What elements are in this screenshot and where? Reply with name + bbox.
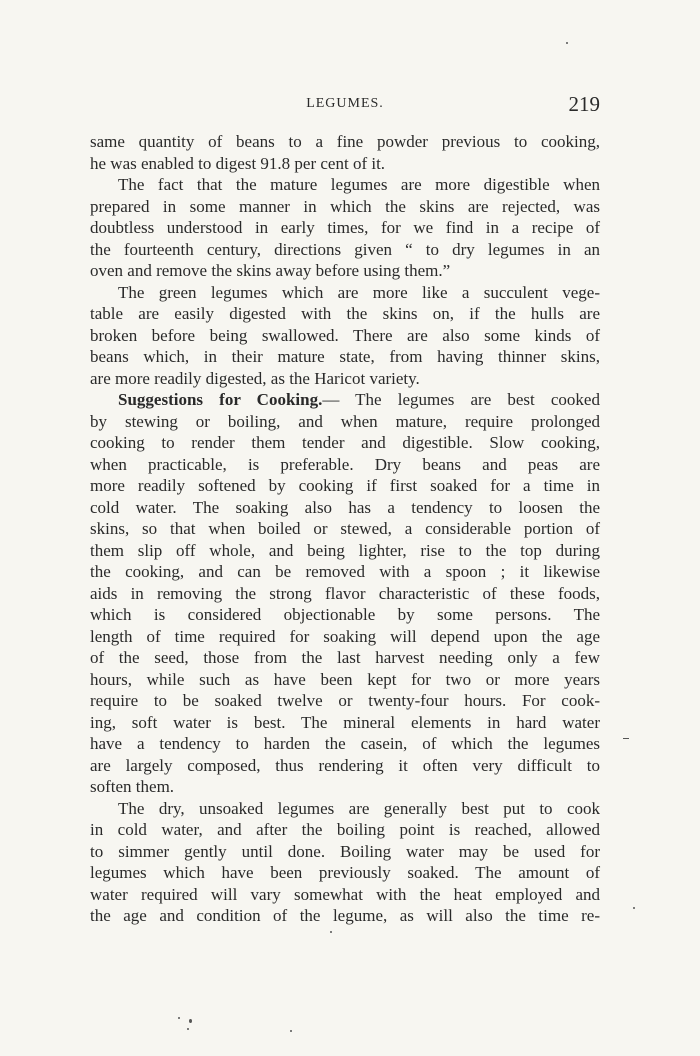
- text-line: prepared in some manner in which the skins are rejected, was: [90, 196, 600, 216]
- text-line: skins, so that when boiled or stewed, a considerable portion of: [90, 519, 600, 538]
- text-line-rest: — The legumes are best cooked: [322, 390, 600, 409]
- text-line: beans which, in their mature state, from having thinner skins,: [90, 347, 600, 366]
- text-line: table are easily digested with the skins on, if the hulls are: [90, 304, 600, 323]
- text-line: require to be soaked twelve or twenty-four hours. For cook-: [90, 691, 600, 710]
- text-line: are largely composed, thus rendering it often very difficult to: [90, 755, 600, 775]
- text-line: the fourteenth century, directions given “ to dry legumes in an: [90, 239, 600, 259]
- print-speck: [633, 907, 635, 909]
- body-text: [90, 131, 600, 927]
- section-lead-heading: Suggestions for Cooking.: [118, 390, 323, 409]
- text-line: ing, soft water is best. The mineral elements in hard water: [90, 712, 600, 732]
- text-line: length of time required for soaking will depend upon the age: [90, 626, 600, 646]
- text-line: are more readily digested, as the Haricot variety.: [90, 368, 420, 388]
- text-line: to simmer gently until done. Boiling water may be used for: [90, 841, 600, 861]
- text-line: when practicable, is preferable. Dry beans and peas are: [90, 454, 600, 474]
- text-line: the age and condition of the legume, as will also the time re-: [90, 906, 600, 925]
- text-line: he was enabled to digest 91.8 per cent of it.: [90, 153, 386, 173]
- text-line: in cold water, and after the boiling point is reached, allowed: [90, 820, 600, 839]
- paragraph: [90, 174, 600, 282]
- text-line: water required will vary somewhat with the heat employed and: [90, 884, 600, 904]
- text-line: by stewing or boiling, and when mature, require prolonged: [90, 411, 600, 431]
- text-line: [90, 389, 600, 411]
- text-line: same quantity of beans to a fine powder previous to cooking,: [90, 132, 600, 151]
- print-speck: [189, 1019, 192, 1023]
- running-head-title: LEGUMES.: [306, 96, 384, 111]
- text-line: The green legumes which are more like a succulent vege-: [118, 282, 600, 302]
- print-speck: [187, 1028, 189, 1030]
- paragraph: [90, 131, 600, 174]
- print-speck: [566, 42, 568, 44]
- text-line: legumes which have been previously soaked. The amount of: [90, 863, 600, 882]
- paragraph-suggestions-for-cooking: [90, 389, 600, 798]
- text-line: cooking to render them tender and digestible. Slow cooking,: [90, 433, 600, 452]
- text-line: more readily softened by cooking if first soaked for a time in: [90, 476, 600, 495]
- text-line: The fact that the mature legumes are more digestible when: [118, 175, 600, 194]
- paragraph: [90, 282, 600, 390]
- text-line: The dry, unsoaked legumes are generally best put to cook: [118, 798, 600, 818]
- text-line: which is considered objectionable by some persons. The: [90, 605, 600, 624]
- text-line: cold water. The soaking also has a tendency to loosen the: [90, 497, 600, 517]
- print-speck: [623, 738, 629, 739]
- text-line: soften them.: [90, 777, 175, 796]
- text-line: the cooking, and can be removed with a spoon ; it likewise: [90, 562, 600, 581]
- running-head: [90, 94, 600, 118]
- print-speck: [330, 931, 332, 933]
- text-line: hours, while such as have been kept for two or more years: [90, 669, 600, 689]
- text-line: of the seed, those from the last harvest needing only a few: [90, 648, 600, 667]
- print-speck: [178, 1017, 180, 1019]
- text-line: aids in removing the strong flavor characteristic of these foods,: [90, 583, 600, 603]
- text-line: them slip off whole, and being lighter, rise to the top during: [90, 540, 600, 560]
- print-speck: [290, 1030, 292, 1032]
- text-line: doubtless understood in early times, for we find in a recipe of: [90, 218, 600, 237]
- text-line: broken before being swallowed. There are also some kinds of: [90, 325, 600, 345]
- text-line: have a tendency to harden the casein, of which the legumes: [90, 734, 600, 753]
- paragraph: [90, 798, 600, 927]
- page-number: 219: [568, 92, 600, 116]
- text-line: oven and remove the skins away before using them.”: [90, 261, 451, 280]
